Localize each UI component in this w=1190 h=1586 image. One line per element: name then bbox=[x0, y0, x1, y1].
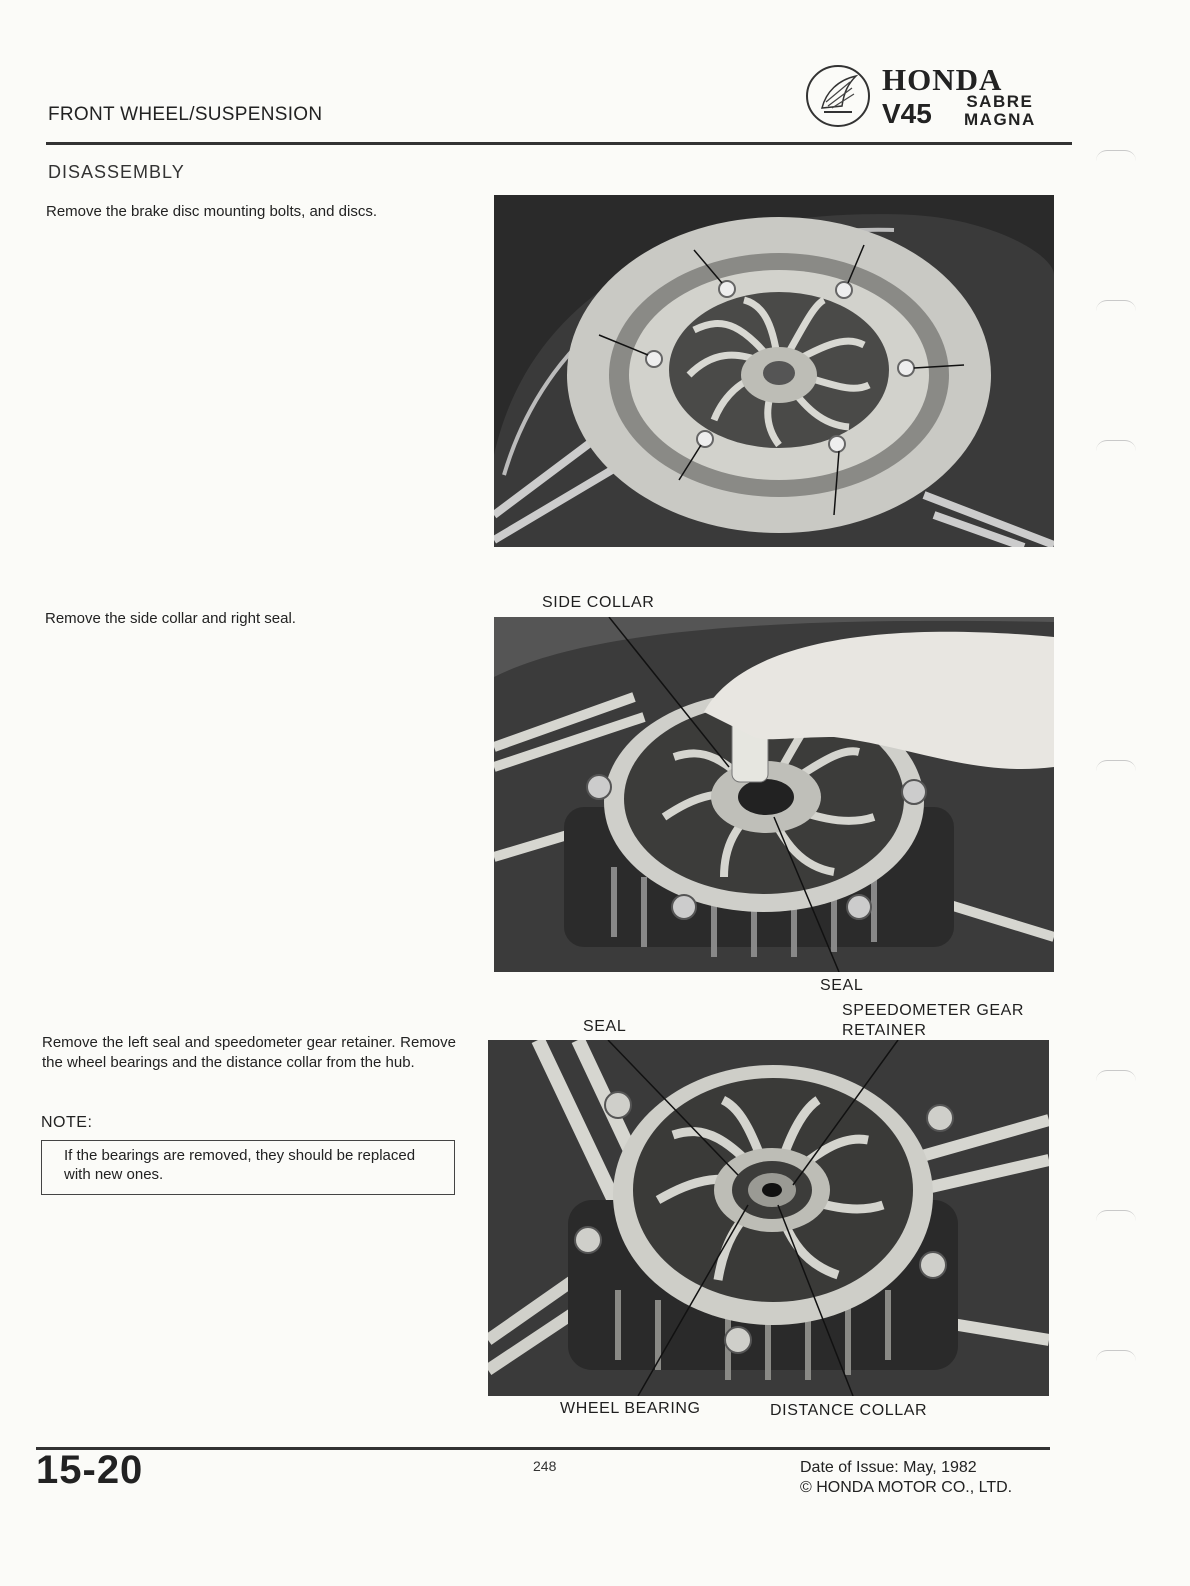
honda-wing-icon bbox=[804, 62, 872, 130]
page-code: 15-20 bbox=[36, 1448, 144, 1492]
model-variants bbox=[964, 93, 1036, 129]
issue-date: Date of Issue: May, 1982 bbox=[800, 1459, 977, 1476]
copyright: © HONDA MOTOR CO., LTD. bbox=[800, 1479, 1013, 1496]
callout-wheel-bearing: WHEEL BEARING bbox=[560, 1400, 701, 1417]
punch-mark bbox=[1096, 1350, 1136, 1361]
photo-seal-bearings bbox=[488, 1040, 1049, 1396]
callout-seal-left: SEAL bbox=[583, 1018, 627, 1035]
header-rule bbox=[46, 142, 1072, 145]
punch-mark bbox=[1096, 1210, 1136, 1221]
step-1-text: Remove the brake disc mounting bolts, and discs. bbox=[46, 203, 378, 220]
photo-brake-disc bbox=[494, 195, 1054, 547]
callout-seal-right: SEAL bbox=[820, 977, 864, 994]
variant-sabre: SABRE bbox=[966, 92, 1034, 111]
brake-disc-illustration bbox=[494, 195, 1054, 547]
step-3-text: Remove the left seal and speedometer gear retainer. Remove the wheel bearings and the distance collar from the hub. bbox=[42, 1034, 456, 1071]
callout-retainer-line2: RETAINER bbox=[842, 1022, 927, 1039]
step-2-text: Remove the side collar and right seal. bbox=[45, 610, 296, 627]
punch-mark bbox=[1096, 760, 1136, 771]
seal-bearings-illustration bbox=[488, 1040, 1049, 1396]
punch-mark bbox=[1096, 1070, 1136, 1081]
sheet-number: 248 bbox=[533, 1458, 557, 1474]
photo-side-collar bbox=[494, 617, 1054, 972]
punch-mark bbox=[1096, 150, 1136, 161]
variant-magna: MAGNA bbox=[964, 110, 1036, 129]
footer-rule bbox=[36, 1447, 1050, 1450]
punch-mark bbox=[1096, 300, 1136, 311]
callout-side-collar: SIDE COLLAR bbox=[542, 594, 655, 611]
section-title: FRONT WHEEL/SUSPENSION bbox=[48, 104, 323, 125]
punch-mark bbox=[1096, 440, 1136, 451]
honda-logo bbox=[804, 62, 1074, 134]
callout-retainer-line1: SPEEDOMETER GEAR bbox=[842, 1002, 1025, 1019]
model-name: V45 bbox=[882, 98, 932, 129]
callout-distance-collar: DISTANCE COLLAR bbox=[770, 1402, 928, 1419]
subheading: DISASSEMBLY bbox=[48, 162, 185, 182]
issue-info bbox=[800, 1458, 1012, 1498]
side-collar-illustration bbox=[494, 617, 1054, 972]
note-box: If the bearings are removed, they should be replaced with new ones. bbox=[41, 1140, 455, 1195]
brand-name: HONDA bbox=[882, 62, 1003, 97]
note-label: NOTE: bbox=[41, 1114, 93, 1131]
callout-speedometer-gear-retainer bbox=[842, 1001, 1024, 1041]
